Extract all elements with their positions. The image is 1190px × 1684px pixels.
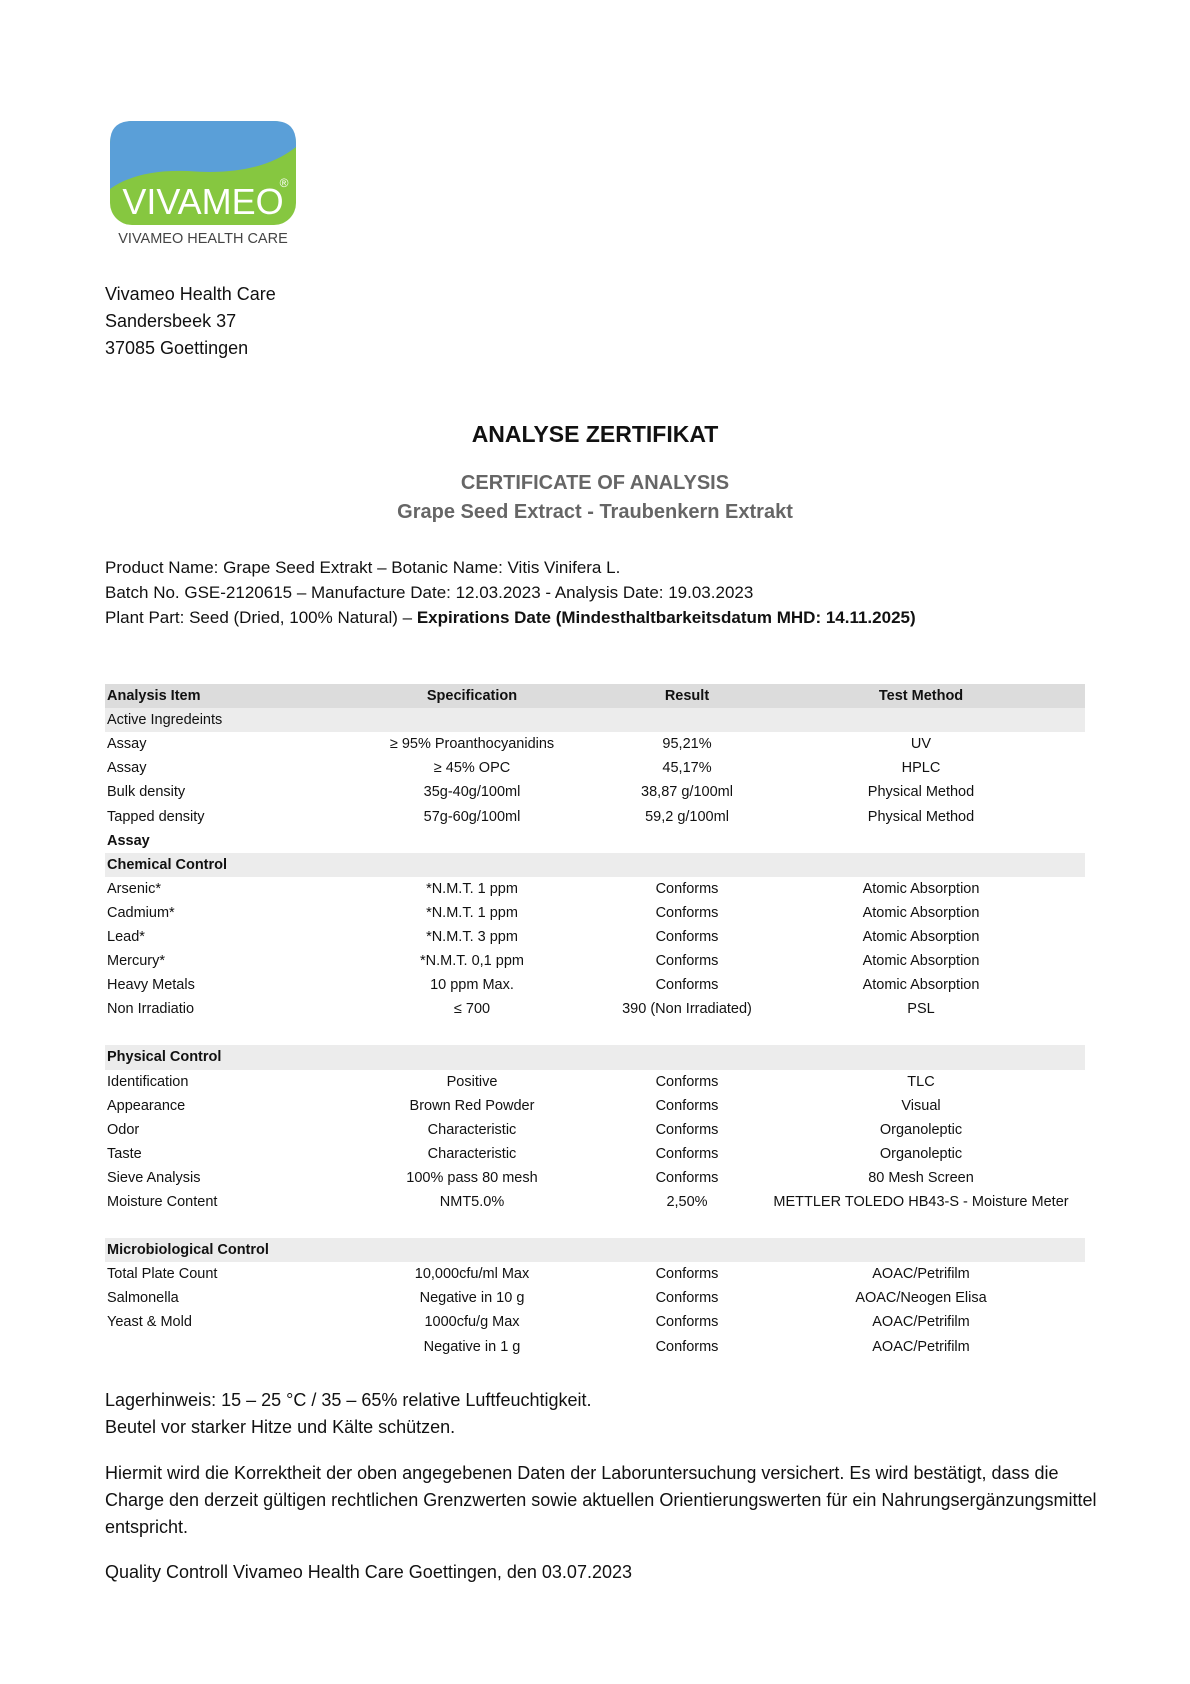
cell-result: Conforms: [655, 1290, 719, 1307]
cell-specification: Positive: [446, 1073, 498, 1090]
cell-specification: 10,000cfu/ml Max: [414, 1266, 530, 1283]
cell-item: Appearance: [107, 1097, 186, 1114]
cell-method: AOAC/Petrifilm: [872, 1266, 970, 1283]
cell-method: Atomic Absorption: [862, 953, 980, 970]
table-row: [105, 1262, 1085, 1286]
cell-method: PSL: [907, 1001, 935, 1018]
table-row: [105, 1118, 1085, 1142]
cell-specification: 10 ppm Max.: [430, 977, 514, 994]
cell-method: Physical Method: [867, 784, 975, 801]
product-name-line: Product Name: Grape Seed Extrakt – Botanic Name: Vitis Vinifera L.: [105, 558, 621, 577]
table-row: [105, 877, 1085, 901]
cell-item: Active Ingredeints: [107, 712, 223, 729]
header-result: Result: [664, 688, 710, 705]
product-info: [105, 555, 916, 630]
cell-item: Cadmium*: [107, 904, 175, 921]
cell-result: Conforms: [655, 1097, 719, 1114]
cell-method: Organoleptic: [879, 1121, 963, 1138]
address-name: Vivameo Health Care: [105, 284, 276, 304]
vivameo-logo: [108, 119, 298, 249]
analysis-table: [105, 684, 1085, 1359]
cell-result: Conforms: [655, 1314, 719, 1331]
table-row: [105, 997, 1085, 1021]
document-subtitle: [0, 469, 1190, 527]
svg-text:®: ®: [279, 176, 289, 190]
cell-result: Conforms: [655, 1338, 719, 1355]
header-analysis-item: Analysis Item: [107, 688, 201, 705]
cell-specification: 1000cfu/g Max: [424, 1314, 520, 1331]
cell-item: Odor: [107, 1121, 140, 1138]
cell-specification: 100% pass 80 mesh: [406, 1169, 538, 1186]
cell-specification: 57g-60g/100ml: [423, 808, 521, 825]
cell-method: Physical Method: [867, 808, 975, 825]
table-row: [105, 1142, 1085, 1166]
table-row: [105, 756, 1085, 780]
company-address: [105, 281, 276, 362]
cell-result: Conforms: [655, 977, 719, 994]
table-row: [105, 901, 1085, 925]
cell-item: Sieve Analysis: [107, 1169, 201, 1186]
table-row: [105, 853, 1085, 877]
cell-method: TLC: [907, 1073, 935, 1090]
cell-specification: ≥ 45% OPC: [433, 760, 511, 777]
storage-note: [105, 1387, 592, 1441]
cell-specification: NMT5.0%: [439, 1194, 505, 1211]
cell-result: 2,50%: [666, 1194, 708, 1211]
cell-item: Bulk density: [107, 784, 186, 801]
table-row: [105, 1166, 1085, 1190]
cell-result: Conforms: [655, 928, 719, 945]
cell-specification: Brown Red Powder: [409, 1097, 535, 1114]
table-row: [105, 1021, 1085, 1045]
cell-method: UV: [910, 736, 932, 753]
cell-item: Assay: [107, 832, 150, 849]
table-header: [105, 684, 1085, 708]
subtitle-coa: CERTIFICATE OF ANALYSIS: [460, 472, 730, 494]
table-row: [105, 780, 1085, 804]
cell-method: Atomic Absorption: [862, 928, 980, 945]
document-title: ANALYSE ZERTIFIKAT: [471, 421, 719, 447]
batch-line: Batch No. GSE-2120615 – Manufacture Date: 12.03.2023 - Analysis Date: 19.03.2023: [105, 583, 754, 602]
table-row: [105, 973, 1085, 997]
table-row: [105, 829, 1085, 853]
plant-part-line: [105, 605, 916, 630]
table-row: [105, 732, 1085, 756]
address-city: 37085 Goettingen: [105, 338, 249, 358]
cell-method: AOAC/Petrifilm: [872, 1314, 970, 1331]
cell-result: 95,21%: [662, 736, 712, 753]
table-row: [105, 1286, 1085, 1310]
storage-line-1: Lagerhinweis: 15 – 25 °C / 35 – 65% relative Luftfeuchtigkeit.: [105, 1390, 592, 1410]
cell-item: Yeast & Mold: [107, 1314, 192, 1331]
cell-method: Organoleptic: [879, 1145, 963, 1162]
cell-item: Arsenic*: [107, 880, 161, 897]
cell-item: Assay: [107, 736, 147, 753]
cell-result: 390 (Non Irradiated): [622, 1001, 752, 1018]
table-row: [105, 1238, 1085, 1262]
cell-item: Identification: [107, 1073, 189, 1090]
table-row: [105, 1094, 1085, 1118]
table-row: [105, 1190, 1085, 1214]
svg-text:VIVAMEO HEALTH CARE: VIVAMEO HEALTH CARE: [118, 231, 288, 247]
svg-text:VIVAMEO: VIVAMEO: [122, 181, 284, 222]
cell-item: Mercury*: [107, 953, 166, 970]
plant-part: Plant Part: Seed (Dried, 100% Natural) –: [105, 608, 417, 627]
cell-specification: 35g-40g/100ml: [423, 784, 521, 801]
cell-method: AOAC/Neogen Elisa: [855, 1290, 987, 1307]
quality-signoff: Quality Controll Vivameo Health Care Goettingen, den 03.07.2023: [105, 1562, 632, 1582]
cell-item: Taste: [107, 1145, 142, 1162]
cell-method: Atomic Absorption: [862, 880, 980, 897]
cell-item: Total Plate Count: [107, 1266, 218, 1283]
cell-item: Chemical Control: [107, 856, 228, 873]
table-body: [105, 708, 1085, 1359]
subtitle-product: Grape Seed Extract - Traubenkern Extrakt: [397, 501, 793, 523]
cell-item: Lead*: [107, 928, 145, 945]
cell-result: Conforms: [655, 953, 719, 970]
cell-result: 59,2 g/100ml: [645, 808, 729, 825]
table-row: [105, 804, 1085, 828]
cell-item: Moisture Content: [107, 1194, 218, 1211]
storage-line-2: Beutel vor starker Hitze und Kälte schützen.: [105, 1417, 456, 1437]
cell-method: HPLC: [901, 760, 941, 777]
cell-method: AOAC/Petrifilm: [872, 1338, 970, 1355]
cell-specification: Characteristic: [427, 1145, 517, 1162]
cell-method: Visual: [901, 1097, 941, 1114]
cell-specification: Characteristic: [427, 1121, 517, 1138]
cell-result: 38,87 g/100ml: [641, 784, 733, 801]
cell-specification: *N.M.T. 0,1 ppm: [420, 953, 524, 970]
table-row: [105, 708, 1085, 732]
cell-specification: ≤ 700: [453, 1001, 491, 1018]
cell-result: Conforms: [655, 1169, 719, 1186]
header-test-method: Test Method: [878, 688, 964, 705]
table-row: [105, 925, 1085, 949]
cell-method: Atomic Absorption: [862, 904, 980, 921]
cell-item: Microbiological Control: [107, 1242, 269, 1259]
cell-item: Salmonella: [107, 1290, 179, 1307]
cell-item: Physical Control: [107, 1049, 222, 1066]
cell-result: Conforms: [655, 1145, 719, 1162]
cell-result: Conforms: [655, 1266, 719, 1283]
table-row: [105, 1045, 1085, 1069]
cell-item: Assay: [107, 760, 147, 777]
cell-specification: Negative in 1 g: [423, 1338, 521, 1355]
cell-result: Conforms: [655, 880, 719, 897]
cell-result: Conforms: [655, 904, 719, 921]
cell-specification: *N.M.T. 1 ppm: [426, 880, 518, 897]
cell-item: Tapped density: [107, 808, 205, 825]
statement-paragraph: Hiermit wird die Korrektheit der oben angegebenen Daten der Laboruntersuchung versichert. Es wird bestätigt, dass die Charge den derzeit gültigen rechtlichen Grenzwerten sowie aktuellen Orientierungswerten für ein Nahrungsergänzungsmittel entspricht.: [105, 1463, 1097, 1537]
expiration-date: Expirations Date (Mindesthaltbarkeitsdatum MHD: 14.11.2025): [416, 608, 916, 627]
cell-specification: Negative in 10 g: [419, 1290, 525, 1307]
header-specification: Specification: [426, 688, 518, 705]
table-row: [105, 1214, 1085, 1238]
cell-result: Conforms: [655, 1121, 719, 1138]
cell-specification: *N.M.T. 3 ppm: [426, 928, 518, 945]
cell-specification: *N.M.T. 1 ppm: [426, 904, 518, 921]
cell-method: Atomic Absorption: [862, 977, 980, 994]
table-row: [105, 1310, 1085, 1334]
cell-specification: ≥ 95% Proanthocyanidins: [389, 736, 555, 753]
table-row: [105, 1070, 1085, 1094]
table-row: [105, 949, 1085, 973]
table-row: [105, 1335, 1085, 1359]
cell-item: Heavy Metals: [107, 977, 195, 994]
cell-result: 45,17%: [662, 760, 712, 777]
cell-method: METTLER TOLEDO HB43-S - Moisture Meter: [773, 1194, 1069, 1211]
cell-result: Conforms: [655, 1073, 719, 1090]
address-street: Sandersbeek 37: [105, 311, 237, 331]
cell-method: 80 Mesh Screen: [868, 1169, 974, 1186]
cell-item: Non Irradiatio: [107, 1001, 195, 1018]
